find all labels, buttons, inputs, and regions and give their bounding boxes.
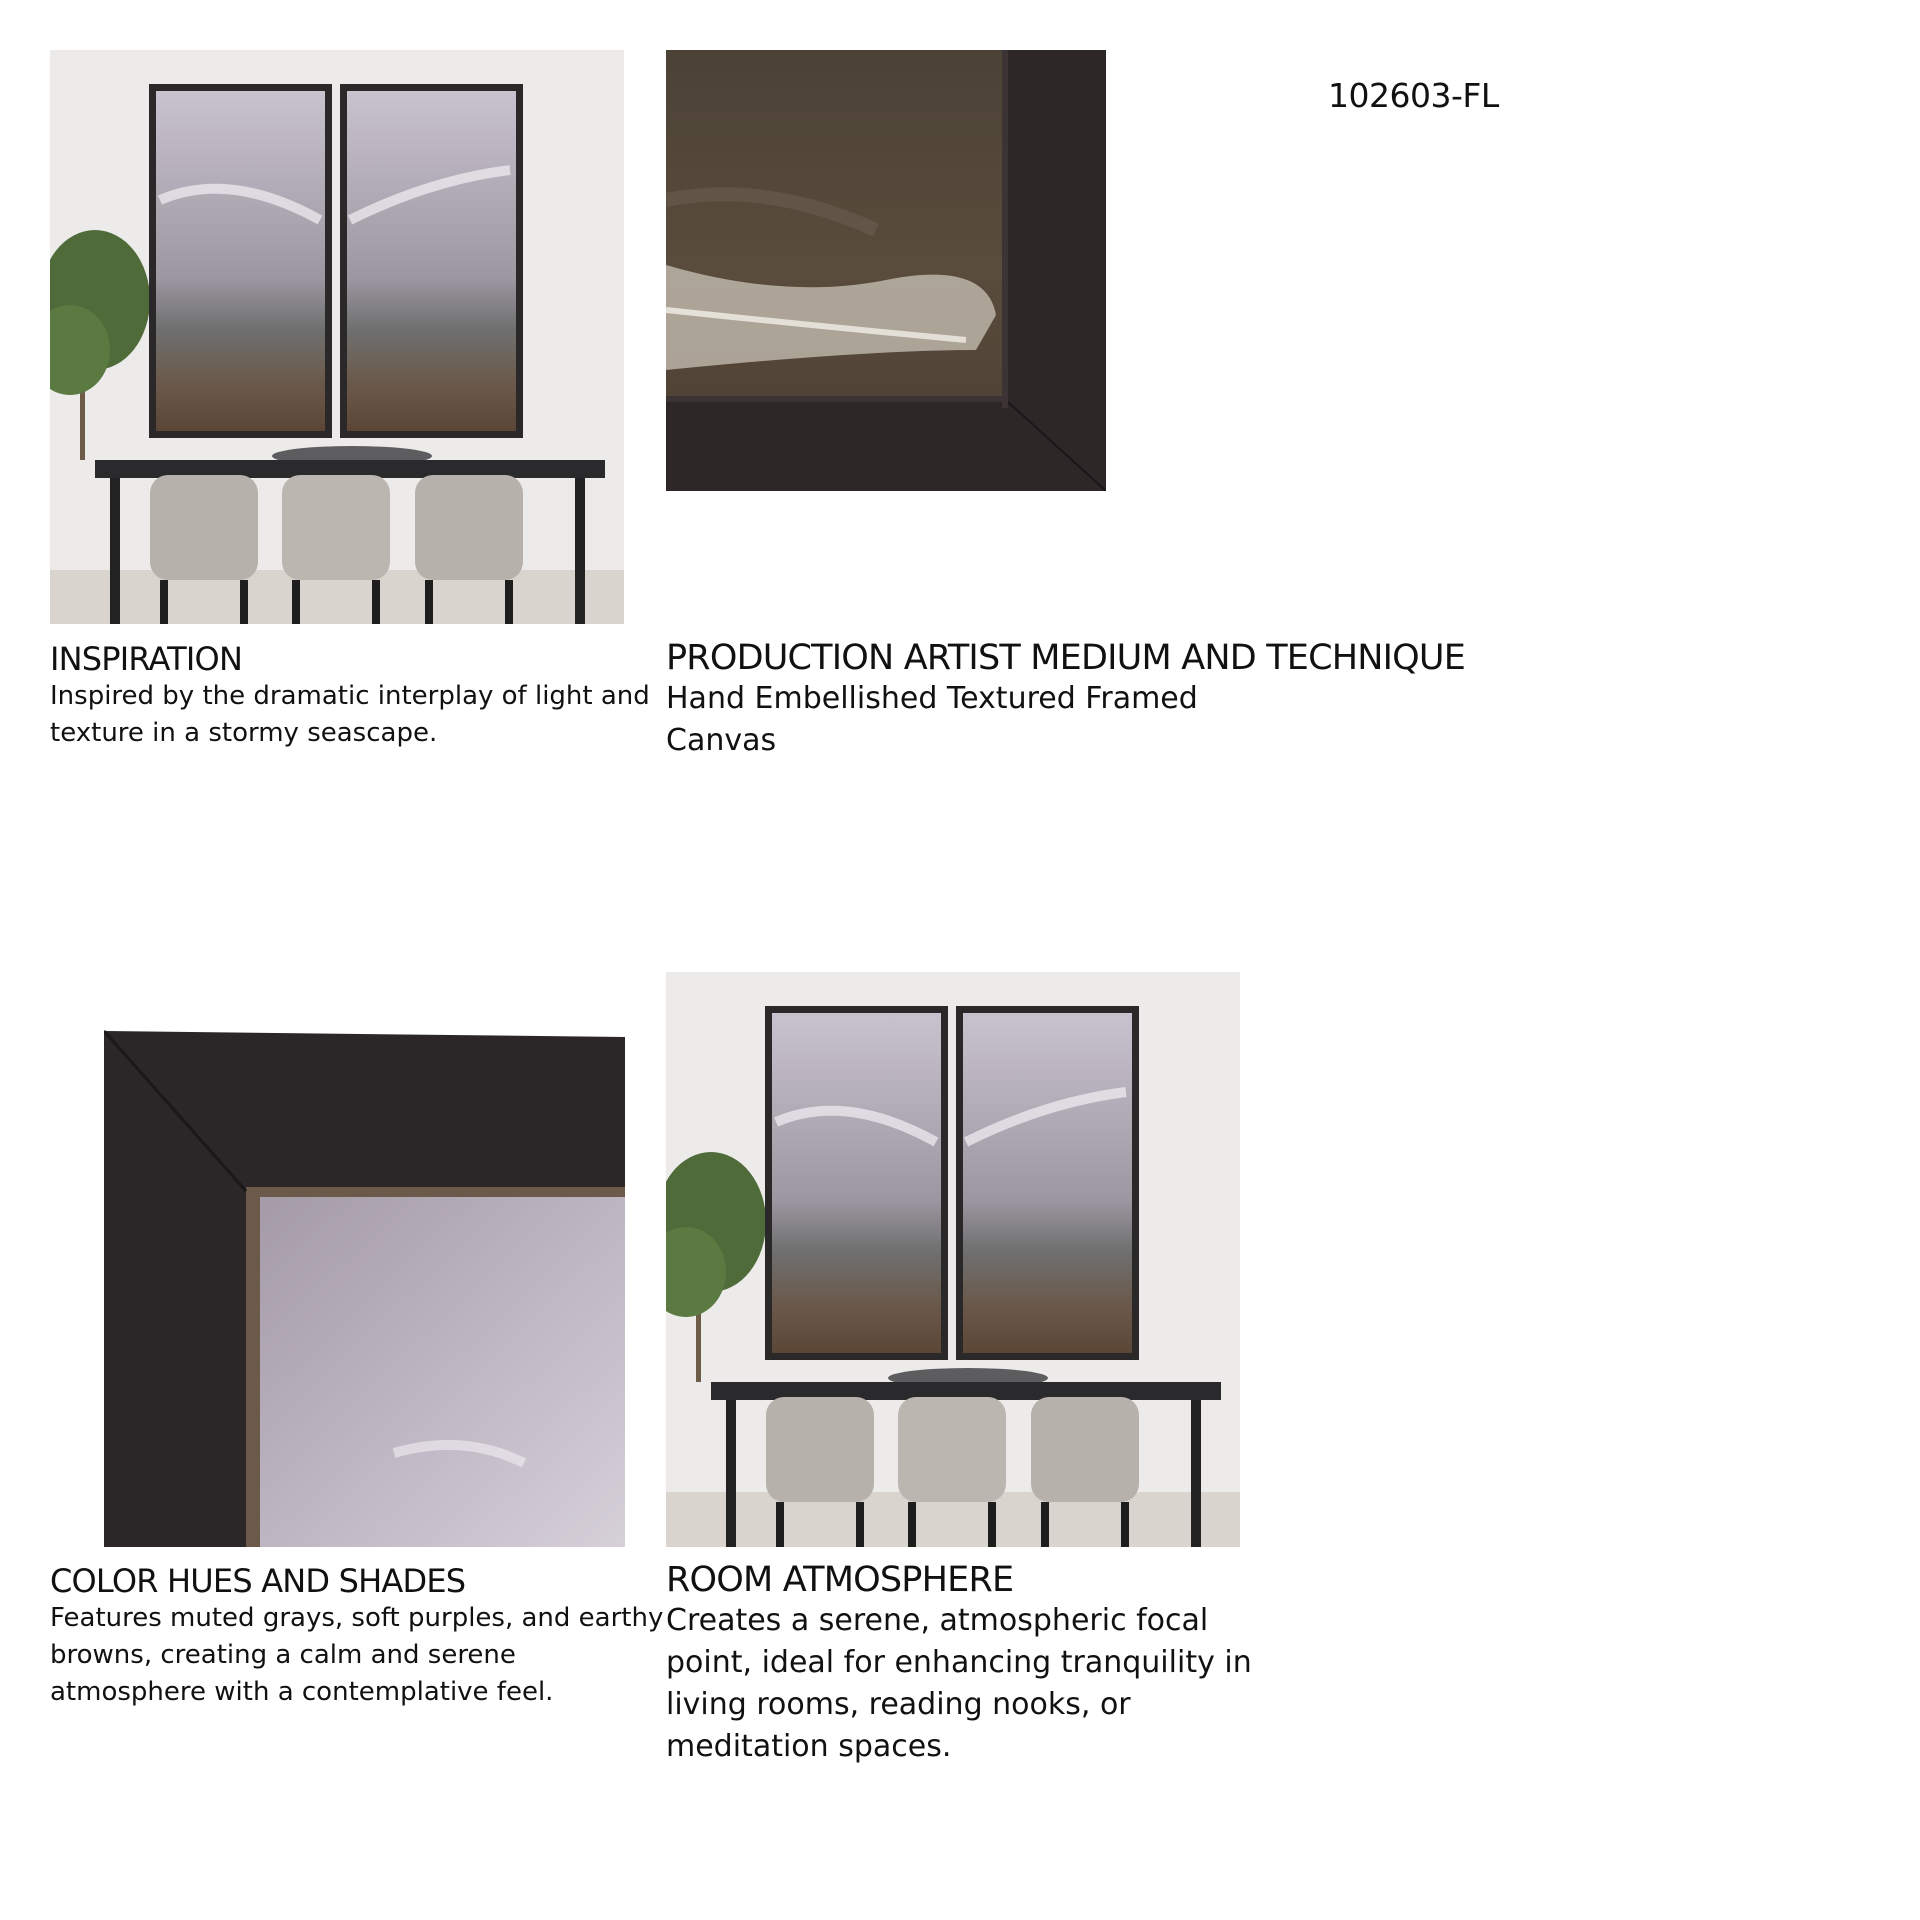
color-body-line: browns, creating a calm and serene [50,1640,516,1670]
medium-body-line: Hand Embellished Textured Framed [666,681,1198,716]
frame-corner-detail-photo-top [666,50,1106,491]
inspiration-heading: INSPIRATION [50,640,243,678]
inspiration-body-line: Inspired by the dramatic interplay of light and [50,681,650,711]
color-body-line: Features muted grays, soft purples, and earthy [50,1603,664,1633]
product-sku: 102603-FL [1328,76,1499,115]
frame-corner-detail-photo-bottom [104,1023,625,1547]
room-scene-photo-bottom [666,972,1240,1547]
medium-heading: PRODUCTION ARTIST MEDIUM AND TECHNIQUE [666,638,1466,678]
color-heading: COLOR HUES AND SHADES [50,1562,466,1600]
room-heading: ROOM ATMOSPHERE [666,1560,1014,1600]
room-body-line: living rooms, reading nooks, or [666,1687,1131,1722]
room-body-line: Creates a serene, atmospheric focal [666,1603,1209,1638]
medium-body-line: Canvas [666,723,777,758]
room-scene-photo-top [50,50,624,624]
color-body-line: atmosphere with a contemplative feel. [50,1677,554,1707]
inspiration-body-line: texture in a stormy seascape. [50,718,438,748]
room-body-line: point, ideal for enhancing tranquility in [666,1645,1252,1680]
room-body-line: meditation spaces. [666,1729,952,1764]
